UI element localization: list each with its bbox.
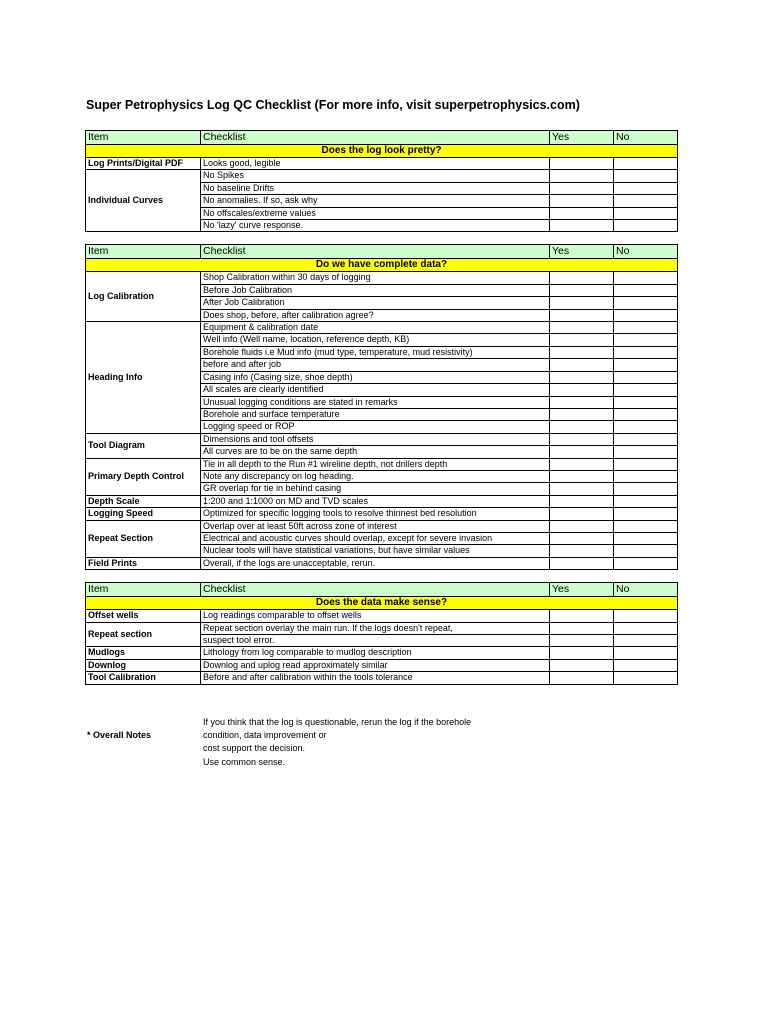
checklist-cell: Electrical and acoustic curves should overlap, except for severe invasion <box>201 532 550 544</box>
no-cell[interactable] <box>614 458 678 470</box>
checklist-cell: No Spikes <box>201 170 550 182</box>
no-cell[interactable] <box>614 545 678 557</box>
header-yes: Yes <box>550 245 614 259</box>
no-cell[interactable] <box>614 659 678 671</box>
item-cell: Log Calibration <box>86 272 201 322</box>
table-row <box>86 433 678 445</box>
section-banner: Do we have complete data? <box>86 259 678 272</box>
no-cell[interactable] <box>614 220 678 232</box>
item-cell: Individual Curves <box>86 170 201 232</box>
yes-cell[interactable] <box>550 158 614 170</box>
item-cell: Log Prints/Digital PDF <box>86 158 201 170</box>
yes-cell[interactable] <box>550 672 614 684</box>
no-cell[interactable] <box>614 672 678 684</box>
no-cell[interactable] <box>614 207 678 219</box>
yes-cell[interactable] <box>550 508 614 520</box>
yes-cell[interactable] <box>550 346 614 358</box>
yes-cell[interactable] <box>550 322 614 334</box>
checklist-cell: Before Job Calibration <box>201 284 550 296</box>
checklist-section <box>85 130 677 232</box>
no-cell[interactable] <box>614 470 678 482</box>
yes-cell[interactable] <box>550 384 614 396</box>
checklist-cell: Nuclear tools will have statistical variations, but have similar values <box>201 545 550 557</box>
table-row <box>86 520 678 532</box>
checklist-cell: Shop Calibration within 30 days of logging <box>201 272 550 284</box>
checklist-cell: Borehole and surface temperature <box>201 408 550 420</box>
checklist-cell: Unusual logging conditions are stated in remarks <box>201 396 550 408</box>
yes-cell[interactable] <box>550 334 614 346</box>
checklist-cell: GR overlap for tie in behind casing <box>201 483 550 495</box>
notes-line: If you think that the log is questionable, rerun the log if the borehole <box>203 717 472 727</box>
header-row <box>86 583 678 597</box>
no-cell[interactable] <box>614 495 678 507</box>
checklist-cell: No offscales/extreme values <box>201 207 550 219</box>
checklist-cell: Note any discrepancy on log heading. <box>201 470 550 482</box>
checklist-cell: Does shop, before, after calibration agree? <box>201 309 550 321</box>
yes-cell[interactable] <box>550 170 614 182</box>
header-row <box>86 131 678 145</box>
yes-cell[interactable] <box>550 458 614 470</box>
header-no: No <box>614 245 678 259</box>
header-yes: Yes <box>550 583 614 597</box>
item-cell: Repeat Section <box>86 520 201 557</box>
checklist-sheet <box>85 130 677 697</box>
no-cell[interactable] <box>614 297 678 309</box>
no-cell[interactable] <box>614 622 678 634</box>
header-no: No <box>614 131 678 145</box>
checklist-table <box>85 582 678 684</box>
checklist-cell: Before and after calibration within the tools tolerance <box>201 672 550 684</box>
section-banner: Does the log look pretty? <box>86 145 678 158</box>
header-yes: Yes <box>550 131 614 145</box>
checklist-cell: Tie in all depth to the Run #1 wireline depth, not drillers depth <box>201 458 550 470</box>
yes-cell[interactable] <box>550 433 614 445</box>
checklist-cell: 1:200 and 1:1000 on MD and TVD scales <box>201 495 550 507</box>
item-cell: Tool Diagram <box>86 433 201 458</box>
section-banner-row <box>86 259 678 272</box>
yes-cell[interactable] <box>550 371 614 383</box>
checklist-section <box>85 244 677 570</box>
checklist-cell: No baseline Drifts <box>201 182 550 194</box>
checklist-cell: Looks good, legible <box>201 158 550 170</box>
yes-cell[interactable] <box>550 545 614 557</box>
header-checklist: Checklist <box>201 583 550 597</box>
section-banner: Does the data make sense? <box>86 597 678 610</box>
no-cell[interactable] <box>614 433 678 445</box>
header-item: Item <box>86 131 201 145</box>
yes-cell[interactable] <box>550 396 614 408</box>
yes-cell[interactable] <box>550 446 614 458</box>
table-row <box>86 458 678 470</box>
notes-line: Use common sense. <box>203 756 286 767</box>
checklist-cell: Dimensions and tool offsets <box>201 433 550 445</box>
table-row <box>86 170 678 182</box>
no-cell[interactable] <box>614 508 678 520</box>
no-cell[interactable] <box>614 532 678 544</box>
no-cell[interactable] <box>614 647 678 659</box>
no-cell[interactable] <box>614 610 678 622</box>
no-cell[interactable] <box>614 309 678 321</box>
no-cell[interactable] <box>614 408 678 420</box>
checklist-cell: No anomalies. If so, ask why <box>201 195 550 207</box>
checklist-cell: All scales are clearly identified <box>201 384 550 396</box>
header-no: No <box>614 583 678 597</box>
yes-cell[interactable] <box>550 182 614 194</box>
table-row <box>86 659 678 671</box>
notes-line: cost support the decision. <box>203 743 306 754</box>
checklist-cell: Overall, if the logs are unacceptable, rerun. <box>201 557 550 569</box>
item-cell: Depth Scale <box>86 495 201 507</box>
header-checklist: Checklist <box>201 245 550 259</box>
yes-cell[interactable] <box>550 635 614 647</box>
yes-cell[interactable] <box>550 408 614 420</box>
checklist-cell: suspect tool error. <box>201 635 550 647</box>
section-banner-row <box>86 145 678 158</box>
item-cell: Offset wells <box>86 610 201 622</box>
no-cell[interactable] <box>614 384 678 396</box>
header-item: Item <box>86 245 201 259</box>
item-cell: Repeat section <box>86 622 201 647</box>
no-cell[interactable] <box>614 170 678 182</box>
no-cell[interactable] <box>614 346 678 358</box>
notes-text <box>203 716 471 769</box>
no-cell[interactable] <box>614 272 678 284</box>
no-cell[interactable] <box>614 371 678 383</box>
table-row <box>86 672 678 684</box>
yes-cell[interactable] <box>550 207 614 219</box>
checklist-cell: Casing info (Casing size, shoe depth) <box>201 371 550 383</box>
yes-cell[interactable] <box>550 220 614 232</box>
table-row <box>86 495 678 507</box>
no-cell[interactable] <box>614 158 678 170</box>
checklist-cell: before and after job <box>201 359 550 371</box>
page-title: Super Petrophysics Log QC Checklist (For more info, visit superpetrophysics.com) <box>86 98 580 112</box>
checklist-cell: Optimized for specific logging tools to resolve thinnest bed resolution <box>201 508 550 520</box>
table-row <box>86 610 678 622</box>
item-cell: Tool Calibration <box>86 672 201 684</box>
no-cell[interactable] <box>614 557 678 569</box>
item-cell: Mudlogs <box>86 647 201 659</box>
table-row <box>86 322 678 334</box>
item-cell: Logging Speed <box>86 508 201 520</box>
notes-label: * Overall Notes <box>87 730 152 740</box>
yes-cell[interactable] <box>550 195 614 207</box>
checklist-cell: Downlog and uplog read approximately similar <box>201 659 550 671</box>
no-cell[interactable] <box>614 483 678 495</box>
checklist-cell: Overlap over at least 50ft across zone of interest <box>201 520 550 532</box>
yes-cell[interactable] <box>550 622 614 634</box>
yes-cell[interactable] <box>550 470 614 482</box>
checklist-cell: Borehole fluids i.e Mud info (mud type, temperature, mud resistivity) <box>201 346 550 358</box>
yes-cell[interactable] <box>550 284 614 296</box>
checklist-cell: No 'lazy' curve response. <box>201 220 550 232</box>
checklist-cell: Logging speed or ROP <box>201 421 550 433</box>
table-row <box>86 557 678 569</box>
table-row <box>86 647 678 659</box>
no-cell[interactable] <box>614 421 678 433</box>
no-cell[interactable] <box>614 195 678 207</box>
no-cell[interactable] <box>614 635 678 647</box>
yes-cell[interactable] <box>550 532 614 544</box>
checklist-cell: All curves are to be on the same depth <box>201 446 550 458</box>
checklist-cell: After Job Calibration <box>201 297 550 309</box>
no-cell[interactable] <box>614 396 678 408</box>
table-row <box>86 272 678 284</box>
no-cell[interactable] <box>614 334 678 346</box>
yes-cell[interactable] <box>550 297 614 309</box>
checklist-cell: Log readings comparable to offset wells <box>201 610 550 622</box>
yes-cell[interactable] <box>550 272 614 284</box>
header-item: Item <box>86 583 201 597</box>
yes-cell[interactable] <box>550 309 614 321</box>
checklist-table <box>85 130 678 232</box>
yes-cell[interactable] <box>550 647 614 659</box>
checklist-cell: Well info (Well name, location, reference depth, KB) <box>201 334 550 346</box>
checklist-cell: Repeat section overlay the main run. If the logs doesn't repeat, <box>201 622 550 634</box>
yes-cell[interactable] <box>550 610 614 622</box>
section-banner-row <box>86 597 678 610</box>
no-cell[interactable] <box>614 322 678 334</box>
yes-cell[interactable] <box>550 557 614 569</box>
item-cell: Primary Depth Control <box>86 458 201 495</box>
no-cell[interactable] <box>614 359 678 371</box>
no-cell[interactable] <box>614 284 678 296</box>
no-cell[interactable] <box>614 446 678 458</box>
header-checklist: Checklist <box>201 131 550 145</box>
checklist-section <box>85 582 677 684</box>
no-cell[interactable] <box>614 182 678 194</box>
no-cell[interactable] <box>614 520 678 532</box>
yes-cell[interactable] <box>550 359 614 371</box>
checklist-cell: Equipment & calibration date <box>201 322 550 334</box>
table-row <box>86 158 678 170</box>
header-row <box>86 245 678 259</box>
yes-cell[interactable] <box>550 483 614 495</box>
yes-cell[interactable] <box>550 659 614 671</box>
checklist-table <box>85 244 678 570</box>
item-cell: Field Prints <box>86 557 201 569</box>
yes-cell[interactable] <box>550 495 614 507</box>
table-row <box>86 622 678 634</box>
item-cell: Heading Info <box>86 322 201 434</box>
item-cell: Downlog <box>86 659 201 671</box>
checklist-cell: Lithology from log comparable to mudlog description <box>201 647 550 659</box>
notes-line: condition, data improvement or <box>203 730 327 741</box>
yes-cell[interactable] <box>550 520 614 532</box>
table-row <box>86 508 678 520</box>
yes-cell[interactable] <box>550 421 614 433</box>
